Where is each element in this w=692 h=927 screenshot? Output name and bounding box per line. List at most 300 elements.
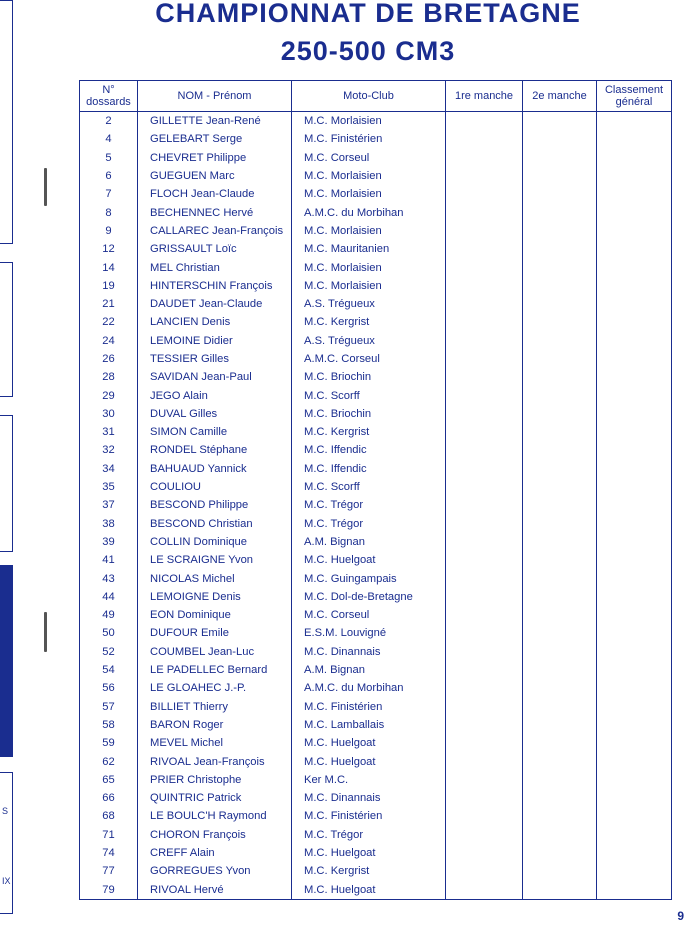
table-row <box>80 551 672 569</box>
table-row <box>80 405 672 423</box>
table-header-row <box>80 81 672 112</box>
table-row <box>80 789 672 807</box>
manche-2-cell <box>523 533 597 551</box>
manche-2-cell <box>523 496 597 514</box>
club-cell: M.C. Morlaisien <box>292 112 446 131</box>
dossard-cell: 21 <box>80 295 138 313</box>
classement-cell <box>597 551 672 569</box>
table-row <box>80 643 672 661</box>
dossard-cell: 56 <box>80 679 138 697</box>
manche-2-cell <box>523 112 597 131</box>
manche-2-cell <box>523 569 597 587</box>
manche-1-cell <box>446 496 523 514</box>
manche-1-cell <box>446 624 523 642</box>
classement-cell <box>597 386 672 404</box>
manche-1-cell <box>446 752 523 770</box>
classement-cell <box>597 332 672 350</box>
manche-1-cell <box>446 386 523 404</box>
name-cell: DAUDET Jean-Claude <box>138 295 292 313</box>
club-cell: M.C. Kergrist <box>292 313 446 331</box>
header-classement: Classement général <box>597 81 672 112</box>
dossard-cell: 32 <box>80 441 138 459</box>
table-row <box>80 112 672 131</box>
dossard-cell: 22 <box>80 313 138 331</box>
classement-cell <box>597 496 672 514</box>
club-cell: M.C. Dinannais <box>292 789 446 807</box>
club-cell: M.C. Mauritanien <box>292 240 446 258</box>
classement-cell <box>597 368 672 386</box>
club-cell: M.C. Lamballais <box>292 716 446 734</box>
club-cell: M.C. Trégor <box>292 496 446 514</box>
manche-1-cell <box>446 771 523 789</box>
dossard-cell: 77 <box>80 862 138 880</box>
dossard-cell: 34 <box>80 460 138 478</box>
table-row <box>80 258 672 276</box>
club-cell: M.C. Corseul <box>292 149 446 167</box>
club-cell: M.C. Scorff <box>292 478 446 496</box>
table-row <box>80 167 672 185</box>
club-cell: A.M. Bignan <box>292 533 446 551</box>
dossard-cell: 30 <box>80 405 138 423</box>
table-row <box>80 496 672 514</box>
manche-1-cell <box>446 112 523 131</box>
dossard-cell: 44 <box>80 588 138 606</box>
name-cell: EON Dominique <box>138 606 292 624</box>
manche-1-cell <box>446 258 523 276</box>
manche-1-cell <box>446 734 523 752</box>
manche-2-cell <box>523 240 597 258</box>
table-row <box>80 752 672 770</box>
margin-tab <box>0 772 13 914</box>
table-row <box>80 588 672 606</box>
manche-1-cell <box>446 698 523 716</box>
dossard-cell: 57 <box>80 698 138 716</box>
margin-tab <box>0 262 13 397</box>
name-cell: CREFF Alain <box>138 844 292 862</box>
manche-1-cell <box>446 240 523 258</box>
dossard-cell: 79 <box>80 880 138 899</box>
manche-2-cell <box>523 258 597 276</box>
name-cell: GUEGUEN Marc <box>138 167 292 185</box>
club-cell: M.C. Scorff <box>292 386 446 404</box>
name-cell: LEMOINE Didier <box>138 332 292 350</box>
manche-1-cell <box>446 405 523 423</box>
classement-cell <box>597 350 672 368</box>
manche-2-cell <box>523 332 597 350</box>
dossard-cell: 62 <box>80 752 138 770</box>
name-cell: COULIOU <box>138 478 292 496</box>
classement-cell <box>597 734 672 752</box>
classement-cell <box>597 789 672 807</box>
manche-1-cell <box>446 716 523 734</box>
manche-1-cell <box>446 185 523 203</box>
dossard-cell: 68 <box>80 807 138 825</box>
club-cell: E.S.M. Louvigné <box>292 624 446 642</box>
manche-1-cell <box>446 350 523 368</box>
classement-cell <box>597 771 672 789</box>
table-row <box>80 185 672 203</box>
header-manche-1: 1re manche <box>446 81 523 112</box>
name-cell: RONDEL Stéphane <box>138 441 292 459</box>
classement-cell <box>597 112 672 131</box>
classement-cell <box>597 716 672 734</box>
margin-letter: S <box>2 806 9 816</box>
manche-2-cell <box>523 679 597 697</box>
club-cell: M.C. Huelgoat <box>292 844 446 862</box>
manche-1-cell <box>446 313 523 331</box>
classement-cell <box>597 515 672 533</box>
classement-cell <box>597 588 672 606</box>
club-cell: M.C. Morlaisien <box>292 222 446 240</box>
manche-1-cell <box>446 423 523 441</box>
classement-cell <box>597 149 672 167</box>
name-cell: GELEBART Serge <box>138 130 292 148</box>
manche-1-cell <box>446 203 523 221</box>
manche-2-cell <box>523 368 597 386</box>
dossard-cell: 59 <box>80 734 138 752</box>
table-row <box>80 533 672 551</box>
name-cell: MEL Christian <box>138 258 292 276</box>
classement-cell <box>597 807 672 825</box>
name-cell: BESCOND Christian <box>138 515 292 533</box>
table-row <box>80 771 672 789</box>
club-cell: A.S. Trégueux <box>292 295 446 313</box>
classement-cell <box>597 880 672 899</box>
dossard-cell: 35 <box>80 478 138 496</box>
club-cell: M.C. Dinannais <box>292 643 446 661</box>
manche-2-cell <box>523 844 597 862</box>
manche-1-cell <box>446 277 523 295</box>
dossard-cell: 37 <box>80 496 138 514</box>
manche-2-cell <box>523 313 597 331</box>
manche-1-cell <box>446 807 523 825</box>
classement-cell <box>597 533 672 551</box>
margin-tab-filled <box>0 565 13 757</box>
manche-1-cell <box>446 661 523 679</box>
name-cell: COUMBEL Jean-Luc <box>138 643 292 661</box>
manche-1-cell <box>446 569 523 587</box>
manche-1-cell <box>446 880 523 899</box>
dossard-cell: 4 <box>80 130 138 148</box>
classement-cell <box>597 185 672 203</box>
manche-2-cell <box>523 698 597 716</box>
club-cell: M.C. Iffendic <box>292 441 446 459</box>
manche-1-cell <box>446 606 523 624</box>
name-cell: TESSIER Gilles <box>138 350 292 368</box>
manche-2-cell <box>523 661 597 679</box>
club-cell: M.C. Iffendic <box>292 460 446 478</box>
manche-1-cell <box>446 332 523 350</box>
club-cell: M.C. Guingampais <box>292 569 446 587</box>
dossard-cell: 28 <box>80 368 138 386</box>
staple <box>44 612 47 652</box>
manche-2-cell <box>523 203 597 221</box>
table-row <box>80 661 672 679</box>
club-cell: M.C. Morlaisien <box>292 277 446 295</box>
table-row <box>80 313 672 331</box>
header-nom: NOM - Prénom <box>138 81 292 112</box>
manche-2-cell <box>523 551 597 569</box>
dossard-cell: 19 <box>80 277 138 295</box>
dossard-cell: 38 <box>80 515 138 533</box>
dossard-cell: 2 <box>80 112 138 131</box>
classement-cell <box>597 643 672 661</box>
dossard-cell: 66 <box>80 789 138 807</box>
club-cell: M.C. Finistérien <box>292 130 446 148</box>
manche-2-cell <box>523 716 597 734</box>
classement-cell <box>597 277 672 295</box>
club-cell: M.C. Huelgoat <box>292 880 446 899</box>
staple <box>44 168 47 206</box>
manche-2-cell <box>523 277 597 295</box>
manche-2-cell <box>523 862 597 880</box>
classement-cell <box>597 661 672 679</box>
manche-2-cell <box>523 807 597 825</box>
name-cell: BARON Roger <box>138 716 292 734</box>
name-cell: QUINTRIC Patrick <box>138 789 292 807</box>
manche-2-cell <box>523 167 597 185</box>
manche-2-cell <box>523 606 597 624</box>
manche-1-cell <box>446 789 523 807</box>
name-cell: RIVOAL Jean-François <box>138 752 292 770</box>
table-row <box>80 862 672 880</box>
manche-2-cell <box>523 423 597 441</box>
name-cell: CHORON François <box>138 826 292 844</box>
table-row <box>80 423 672 441</box>
classement-cell <box>597 405 672 423</box>
manche-2-cell <box>523 295 597 313</box>
dossard-cell: 9 <box>80 222 138 240</box>
manche-2-cell <box>523 222 597 240</box>
manche-1-cell <box>446 149 523 167</box>
manche-2-cell <box>523 185 597 203</box>
club-cell: M.C. Briochin <box>292 368 446 386</box>
table-row <box>80 277 672 295</box>
table-row <box>80 368 672 386</box>
club-cell: M.C. Kergrist <box>292 423 446 441</box>
dossard-cell: 50 <box>80 624 138 642</box>
dossard-cell: 41 <box>80 551 138 569</box>
dossard-cell: 26 <box>80 350 138 368</box>
classement-cell <box>597 606 672 624</box>
margin-letter: IX <box>2 876 11 886</box>
dossard-cell: 12 <box>80 240 138 258</box>
name-cell: JEGO Alain <box>138 386 292 404</box>
title-line-2: 250-500 CM3 <box>280 36 456 66</box>
classement-cell <box>597 167 672 185</box>
club-cell: M.C. Finistérien <box>292 698 446 716</box>
club-cell: M.C. Trégor <box>292 515 446 533</box>
table-row <box>80 698 672 716</box>
classement-cell <box>597 844 672 862</box>
name-cell: LE BOULC'H Raymond <box>138 807 292 825</box>
club-cell: M.C. Corseul <box>292 606 446 624</box>
club-cell: M.C. Trégor <box>292 826 446 844</box>
dossard-cell: 14 <box>80 258 138 276</box>
club-cell: M.C. Briochin <box>292 405 446 423</box>
dossard-cell: 5 <box>80 149 138 167</box>
classement-cell <box>597 222 672 240</box>
table-row <box>80 734 672 752</box>
manche-2-cell <box>523 405 597 423</box>
dossard-cell: 24 <box>80 332 138 350</box>
classement-cell <box>597 130 672 148</box>
manche-2-cell <box>523 350 597 368</box>
header-manche-2: 2e manche <box>523 81 597 112</box>
name-cell: HINTERSCHIN François <box>138 277 292 295</box>
manche-2-cell <box>523 826 597 844</box>
manche-1-cell <box>446 826 523 844</box>
club-cell: M.C. Morlaisien <box>292 258 446 276</box>
manche-1-cell <box>446 844 523 862</box>
dossard-cell: 49 <box>80 606 138 624</box>
manche-2-cell <box>523 624 597 642</box>
table-row <box>80 679 672 697</box>
dossard-cell: 52 <box>80 643 138 661</box>
dossard-cell: 29 <box>80 386 138 404</box>
table-row <box>80 240 672 258</box>
name-cell: DUVAL Gilles <box>138 405 292 423</box>
manche-1-cell <box>446 222 523 240</box>
classement-cell <box>597 679 672 697</box>
name-cell: PRIER Christophe <box>138 771 292 789</box>
classement-cell <box>597 441 672 459</box>
title-line-1: CHAMPIONNAT DE BRETAGNE <box>155 0 581 28</box>
club-cell: M.C. Morlaisien <box>292 185 446 203</box>
manche-1-cell <box>446 679 523 697</box>
name-cell: BILLIET Thierry <box>138 698 292 716</box>
table-row <box>80 441 672 459</box>
dossard-cell: 43 <box>80 569 138 587</box>
classement-cell <box>597 624 672 642</box>
header-dossard: N° dossards <box>80 81 138 112</box>
manche-2-cell <box>523 734 597 752</box>
club-cell: A.S. Trégueux <box>292 332 446 350</box>
manche-1-cell <box>446 295 523 313</box>
name-cell: LEMOIGNE Denis <box>138 588 292 606</box>
manche-1-cell <box>446 130 523 148</box>
dossard-cell: 31 <box>80 423 138 441</box>
results-table <box>79 80 672 900</box>
table-row <box>80 149 672 167</box>
manche-1-cell <box>446 441 523 459</box>
name-cell: SIMON Camille <box>138 423 292 441</box>
table-row <box>80 332 672 350</box>
name-cell: SAVIDAN Jean-Paul <box>138 368 292 386</box>
manche-1-cell <box>446 167 523 185</box>
classement-cell <box>597 203 672 221</box>
manche-2-cell <box>523 789 597 807</box>
table-row <box>80 606 672 624</box>
club-cell: A.M.C. du Morbihan <box>292 679 446 697</box>
dossard-cell: 39 <box>80 533 138 551</box>
table-row <box>80 569 672 587</box>
classement-cell <box>597 313 672 331</box>
table-row <box>80 386 672 404</box>
manche-2-cell <box>523 588 597 606</box>
manche-1-cell <box>446 460 523 478</box>
dossard-cell: 58 <box>80 716 138 734</box>
name-cell: FLOCH Jean-Claude <box>138 185 292 203</box>
name-cell: BAHUAUD Yannick <box>138 460 292 478</box>
manche-2-cell <box>523 880 597 899</box>
club-cell: M.C. Dol-de-Bretagne <box>292 588 446 606</box>
name-cell: LE GLOAHEC J.-P. <box>138 679 292 697</box>
name-cell: COLLIN Dominique <box>138 533 292 551</box>
manche-2-cell <box>523 771 597 789</box>
club-cell: A.M. Bignan <box>292 661 446 679</box>
manche-1-cell <box>446 515 523 533</box>
table-row <box>80 222 672 240</box>
manche-2-cell <box>523 752 597 770</box>
dossard-cell: 54 <box>80 661 138 679</box>
margin-tab <box>0 415 13 552</box>
manche-2-cell <box>523 460 597 478</box>
dossard-cell: 8 <box>80 203 138 221</box>
dossard-cell: 6 <box>80 167 138 185</box>
table-row <box>80 826 672 844</box>
table-row <box>80 716 672 734</box>
name-cell: BESCOND Philippe <box>138 496 292 514</box>
manche-1-cell <box>446 643 523 661</box>
manche-1-cell <box>446 588 523 606</box>
table-row <box>80 478 672 496</box>
name-cell: GORREGUES Yvon <box>138 862 292 880</box>
name-cell: GILLETTE Jean-René <box>138 112 292 131</box>
classement-cell <box>597 460 672 478</box>
classement-cell <box>597 258 672 276</box>
manche-1-cell <box>446 478 523 496</box>
manche-1-cell <box>446 862 523 880</box>
margin-tab <box>0 0 13 244</box>
classement-cell <box>597 752 672 770</box>
dossard-cell: 65 <box>80 771 138 789</box>
classement-cell <box>597 826 672 844</box>
manche-2-cell <box>523 386 597 404</box>
club-cell: M.C. Finistérien <box>292 807 446 825</box>
name-cell: LE SCRAIGNE Yvon <box>138 551 292 569</box>
classement-cell <box>597 423 672 441</box>
classement-cell <box>597 478 672 496</box>
name-cell: BECHENNEC Hervé <box>138 203 292 221</box>
name-cell: LANCIEN Denis <box>138 313 292 331</box>
classement-cell <box>597 862 672 880</box>
name-cell: DUFOUR Emile <box>138 624 292 642</box>
manche-2-cell <box>523 130 597 148</box>
header-club: Moto-Club <box>292 81 446 112</box>
manche-1-cell <box>446 551 523 569</box>
table-row <box>80 844 672 862</box>
name-cell: CALLAREC Jean-François <box>138 222 292 240</box>
name-cell: LE PADELLEC Bernard <box>138 661 292 679</box>
manche-2-cell <box>523 643 597 661</box>
club-cell: M.C. Morlaisien <box>292 167 446 185</box>
table-row <box>80 295 672 313</box>
club-cell: M.C. Huelgoat <box>292 734 446 752</box>
club-cell: A.M.C. du Morbihan <box>292 203 446 221</box>
club-cell: Ker M.C. <box>292 771 446 789</box>
manche-2-cell <box>523 441 597 459</box>
table-row <box>80 460 672 478</box>
table-row <box>80 350 672 368</box>
name-cell: NICOLAS Michel <box>138 569 292 587</box>
table-row <box>80 624 672 642</box>
table-row <box>80 203 672 221</box>
club-cell: M.C. Huelgoat <box>292 752 446 770</box>
club-cell: A.M.C. Corseul <box>292 350 446 368</box>
table-row <box>80 515 672 533</box>
table-row <box>80 880 672 899</box>
